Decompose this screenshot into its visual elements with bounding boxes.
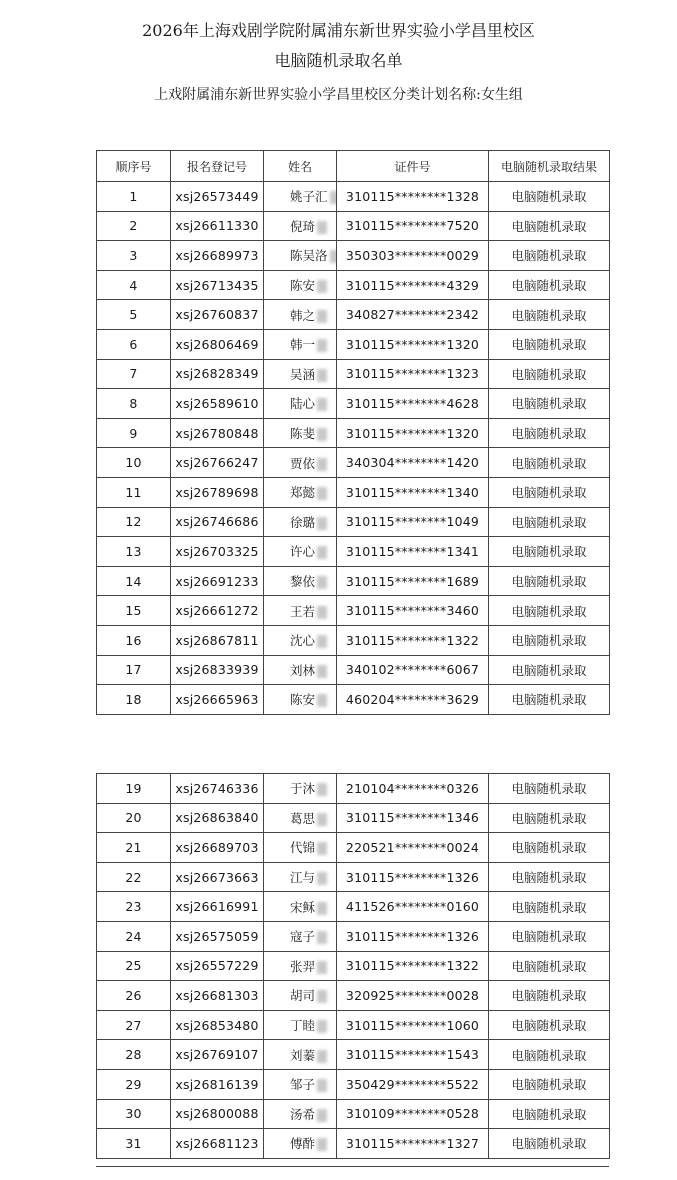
cell-no: 27 [97,1010,171,1040]
cell-name: 陈斐 [264,418,337,448]
cell-result: 电脑随机录取 [489,833,610,863]
cell-reg-number: xsj26853480 [171,1010,264,1040]
cell-reg-number: xsj26611330 [171,211,264,241]
cell-id-number: 310115********1328 [337,182,489,212]
cell-reg-number: xsj26673663 [171,862,264,892]
cell-id-number: 310109********0528 [337,1099,489,1129]
cell-id-number: 340827********2342 [337,300,489,330]
table-cut-edge [96,1166,609,1167]
cell-result: 电脑随机录取 [489,1129,610,1159]
cell-result: 电脑随机录取 [489,418,610,448]
cell-name: 吴涵 [264,359,337,389]
table-row [97,833,610,863]
cell-id-number: 320925********0028 [337,981,489,1011]
table-row [97,921,610,951]
cell-id-number: 411526********0160 [337,892,489,922]
cell-reg-number: xsj26766247 [171,448,264,478]
cell-name: 江与 [264,862,337,892]
col-header-no: 顺序号 [97,151,171,182]
table-row [97,951,610,981]
table-row [97,1040,610,1070]
cell-id-number: 310115********1689 [337,566,489,596]
cell-result: 电脑随机录取 [489,329,610,359]
redaction-mark [317,961,327,974]
cell-name: 刘蓁 [264,1040,337,1070]
cell-reg-number: xsj26681303 [171,981,264,1011]
redaction-mark [330,250,337,263]
cell-result: 电脑随机录取 [489,182,610,212]
cell-name: 寇子 [264,921,337,951]
redaction-mark [317,783,327,796]
table-row [97,596,610,626]
cell-no: 5 [97,300,171,330]
document-subtitle: 电脑随机录取名单 [274,51,403,70]
cell-id-number: 310115********1322 [337,625,489,655]
table-row [97,655,610,685]
cell-result: 电脑随机录取 [489,981,610,1011]
cell-no: 28 [97,1040,171,1070]
table-row [97,537,610,567]
redaction-mark [317,280,327,293]
cell-no: 8 [97,389,171,419]
cell-reg-number: xsj26681123 [171,1129,264,1159]
redaction-mark [317,902,327,915]
plan-name: 上戏附属浦东新世界实验小学昌里校区分类计划名称:女生组 [154,87,523,103]
cell-id-number: 310115********1060 [337,1010,489,1040]
cell-name: 王若 [264,596,337,626]
cell-reg-number: xsj26557229 [171,951,264,981]
cell-name: 胡司 [264,981,337,1011]
cell-result: 电脑随机录取 [489,655,610,685]
cell-reg-number: xsj26816139 [171,1069,264,1099]
cell-no: 31 [97,1129,171,1159]
cell-result: 电脑随机录取 [489,507,610,537]
cell-result: 电脑随机录取 [489,211,610,241]
redaction-mark [317,990,327,1003]
table-row [97,862,610,892]
cell-reg-number: xsj26863840 [171,803,264,833]
redaction-mark [317,1020,327,1033]
cell-no: 24 [97,921,171,951]
redaction-mark [317,369,327,382]
cell-name: 黎依 [264,566,337,596]
cell-reg-number: xsj26703325 [171,537,264,567]
table-row [97,477,610,507]
cell-result: 电脑随机录取 [489,477,610,507]
table-row [97,1099,610,1129]
redaction-mark [317,310,327,323]
cell-name: 贾依 [264,448,337,478]
cell-id-number: 310115********1323 [337,359,489,389]
cell-result: 电脑随机录取 [489,1040,610,1070]
cell-id-number: 340304********1420 [337,448,489,478]
table-row [97,1069,610,1099]
cell-result: 电脑随机录取 [489,803,610,833]
cell-result: 电脑随机录取 [489,389,610,419]
table-row [97,389,610,419]
cell-id-number: 310115********1543 [337,1040,489,1070]
cell-no: 1 [97,182,171,212]
cell-reg-number: xsj26833939 [171,655,264,685]
cell-id-number: 310115********1320 [337,418,489,448]
cell-reg-number: xsj26689703 [171,833,264,863]
cell-reg-number: xsj26713435 [171,270,264,300]
cell-result: 电脑随机录取 [489,862,610,892]
cell-result: 电脑随机录取 [489,1010,610,1040]
redaction-mark [317,665,327,678]
cell-reg-number: xsj26867811 [171,625,264,655]
cell-id-number: 350429********5522 [337,1069,489,1099]
admission-table-page1 [96,150,610,715]
cell-name: 沈心 [264,625,337,655]
cell-result: 电脑随机录取 [489,596,610,626]
cell-result: 电脑随机录取 [489,537,610,567]
cell-id-number: 310115********1327 [337,1129,489,1159]
cell-name: 宋稣 [264,892,337,922]
cell-reg-number: xsj26769107 [171,1040,264,1070]
cell-no: 30 [97,1099,171,1129]
cell-reg-number: xsj26746336 [171,774,264,804]
cell-reg-number: xsj26616991 [171,892,264,922]
cell-reg-number: xsj26689973 [171,241,264,271]
cell-result: 电脑随机录取 [489,892,610,922]
table-row [97,981,610,1011]
table-row [97,300,610,330]
cell-reg-number: xsj26828349 [171,359,264,389]
cell-no: 17 [97,655,171,685]
cell-name: 陈安 [264,270,337,300]
cell-id-number: 210104********0326 [337,774,489,804]
cell-no: 23 [97,892,171,922]
cell-name: 郑懿 [264,477,337,507]
cell-reg-number: xsj26746686 [171,507,264,537]
cell-result: 电脑随机录取 [489,270,610,300]
cell-name: 丁睦 [264,1010,337,1040]
cell-name: 陆心 [264,389,337,419]
cell-result: 电脑随机录取 [489,685,610,715]
redaction-mark [317,635,327,648]
cell-name: 张羿 [264,951,337,981]
redaction-mark [317,398,327,411]
cell-reg-number: xsj26665963 [171,685,264,715]
cell-no: 25 [97,951,171,981]
table-row [97,566,610,596]
cell-no: 12 [97,507,171,537]
redaction-mark [330,191,337,204]
cell-id-number: 310115********1341 [337,537,489,567]
cell-result: 电脑随机录取 [489,241,610,271]
cell-reg-number: xsj26575059 [171,921,264,951]
cell-no: 2 [97,211,171,241]
cell-name: 韩之 [264,300,337,330]
cell-no: 26 [97,981,171,1011]
redaction-mark [317,546,327,559]
table-row [97,418,610,448]
table-row [97,774,610,804]
cell-id-number: 310115********3460 [337,596,489,626]
table-row [97,359,610,389]
cell-no: 16 [97,625,171,655]
cell-no: 13 [97,537,171,567]
redaction-mark [317,221,327,234]
cell-result: 电脑随机录取 [489,774,610,804]
cell-name: 刘林 [264,655,337,685]
cell-result: 电脑随机录取 [489,625,610,655]
cell-name: 陈安 [264,685,337,715]
table-row [97,211,610,241]
cell-name: 许心 [264,537,337,567]
table-row [97,270,610,300]
table-row [97,685,610,715]
redaction-mark [317,1109,327,1122]
redaction-mark [317,842,327,855]
cell-name: 于沐 [264,774,337,804]
cell-reg-number: xsj26573449 [171,182,264,212]
redaction-mark [317,487,327,500]
cell-name: 韩一 [264,329,337,359]
table-row [97,1010,610,1040]
cell-no: 19 [97,774,171,804]
cell-result: 电脑随机录取 [489,951,610,981]
table-row [97,803,610,833]
cell-id-number: 310115********4329 [337,270,489,300]
redaction-mark [317,694,327,707]
cell-reg-number: xsj26800088 [171,1099,264,1129]
cell-id-number: 340102********6067 [337,655,489,685]
col-header-id: 证件号 [337,151,489,182]
cell-name: 陈吴洛 [264,241,337,271]
cell-no: 20 [97,803,171,833]
cell-id-number: 310115********1346 [337,803,489,833]
table-row [97,892,610,922]
redaction-mark [317,458,327,471]
cell-reg-number: xsj26661272 [171,596,264,626]
redaction-mark [317,428,327,441]
cell-id-number: 220521********0024 [337,833,489,863]
table-header-row [97,151,610,182]
cell-no: 7 [97,359,171,389]
cell-id-number: 310115********1326 [337,921,489,951]
table-row [97,329,610,359]
cell-reg-number: xsj26780848 [171,418,264,448]
cell-id-number: 310115********1320 [337,329,489,359]
cell-reg-number: xsj26760837 [171,300,264,330]
cell-reg-number: xsj26806469 [171,329,264,359]
redaction-mark [317,931,327,944]
cell-no: 10 [97,448,171,478]
cell-result: 电脑随机录取 [489,921,610,951]
cell-no: 15 [97,596,171,626]
col-header-reg: 报名登记号 [171,151,264,182]
cell-result: 电脑随机录取 [489,1069,610,1099]
table-row [97,507,610,537]
cell-reg-number: xsj26589610 [171,389,264,419]
cell-name: 姚子汇 [264,182,337,212]
cell-id-number: 460204********3629 [337,685,489,715]
cell-no: 21 [97,833,171,863]
cell-no: 14 [97,566,171,596]
table-row [97,182,610,212]
table-row [97,448,610,478]
cell-name: 汤希 [264,1099,337,1129]
redaction-mark [317,1138,327,1151]
cell-name: 邹子 [264,1069,337,1099]
cell-name: 代锦 [264,833,337,863]
cell-result: 电脑随机录取 [489,566,610,596]
redaction-mark [317,517,327,530]
table-row [97,241,610,271]
cell-result: 电脑随机录取 [489,448,610,478]
redaction-mark [317,1079,327,1092]
col-header-result: 电脑随机录取结果 [489,151,610,182]
cell-no: 4 [97,270,171,300]
cell-name: 倪琦 [264,211,337,241]
cell-id-number: 310115********4628 [337,389,489,419]
cell-id-number: 310115********1322 [337,951,489,981]
cell-name: 徐璐 [264,507,337,537]
table-row [97,625,610,655]
redaction-mark [317,339,327,352]
cell-id-number: 310115********7520 [337,211,489,241]
col-header-name: 姓名 [264,151,337,182]
redaction-mark [317,813,327,826]
admission-table-page2 [96,773,610,1159]
cell-result: 电脑随机录取 [489,1099,610,1129]
cell-no: 18 [97,685,171,715]
cell-id-number: 310115********1326 [337,862,489,892]
document-title: 2026年上海戏剧学院附属浦东新世界实验小学昌里校区 [142,21,535,40]
redaction-mark [317,576,327,589]
table-row [97,1129,610,1159]
cell-no: 22 [97,862,171,892]
cell-name: 傅酢 [264,1129,337,1159]
cell-no: 3 [97,241,171,271]
cell-result: 电脑随机录取 [489,300,610,330]
cell-id-number: 310115********1049 [337,507,489,537]
cell-id-number: 350303********0029 [337,241,489,271]
cell-reg-number: xsj26691233 [171,566,264,596]
cell-no: 11 [97,477,171,507]
redaction-mark [317,1050,327,1063]
cell-id-number: 310115********1340 [337,477,489,507]
cell-no: 29 [97,1069,171,1099]
cell-name: 葛思 [264,803,337,833]
redaction-mark [317,872,327,885]
cell-no: 6 [97,329,171,359]
cell-no: 9 [97,418,171,448]
redaction-mark [317,606,327,619]
cell-reg-number: xsj26789698 [171,477,264,507]
cell-result: 电脑随机录取 [489,359,610,389]
